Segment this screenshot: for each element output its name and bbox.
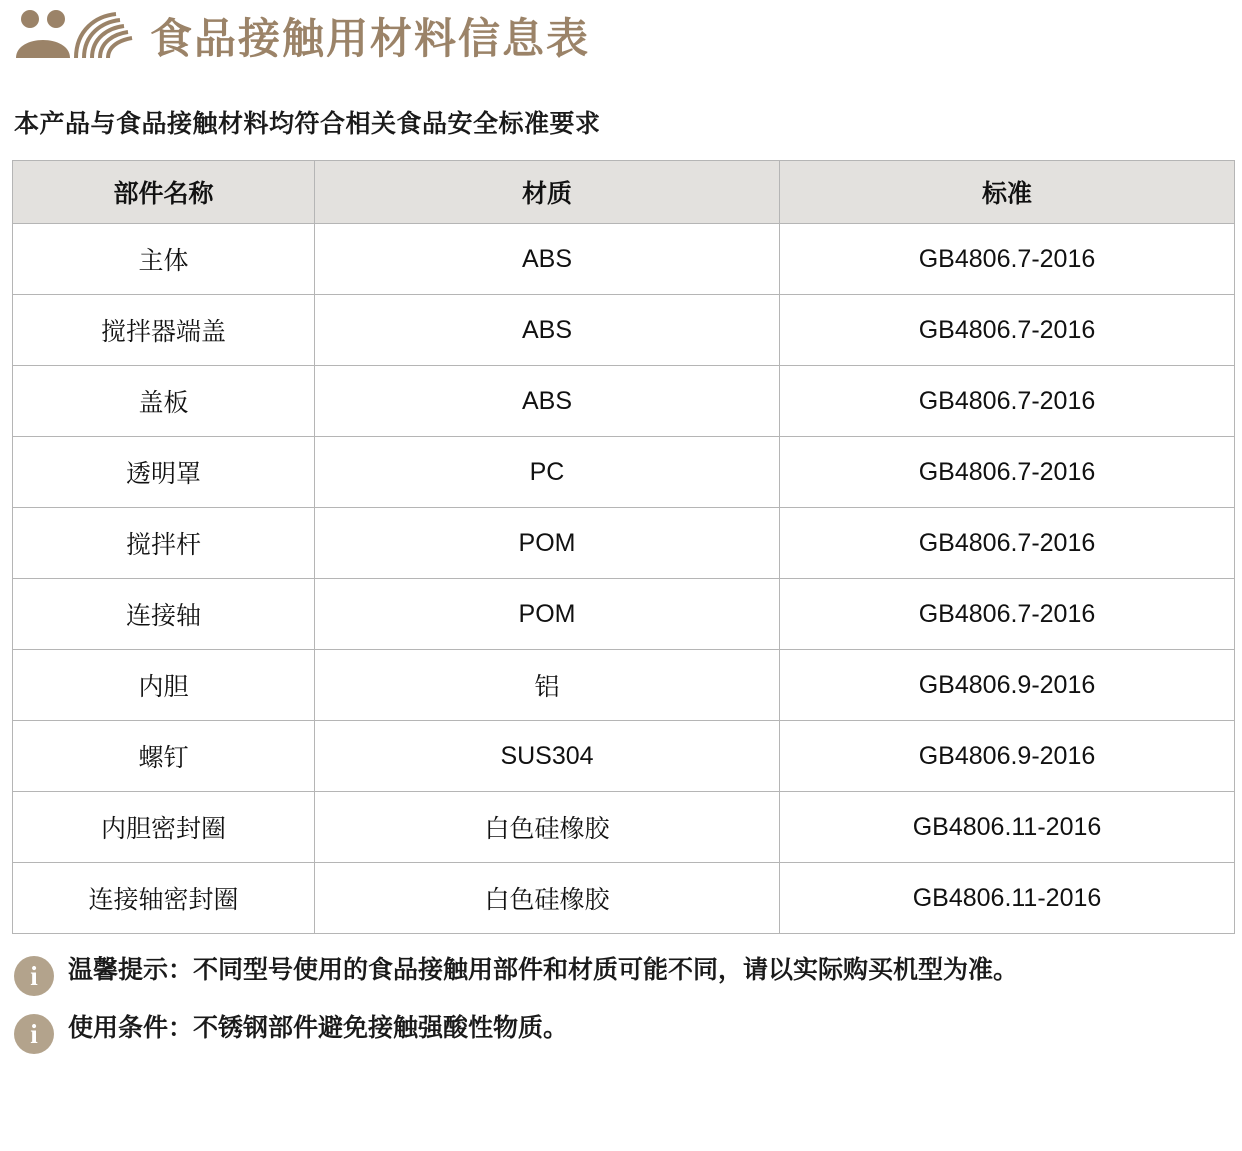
table-row <box>13 366 1235 437</box>
note-item <box>14 952 1232 996</box>
cell-material: POM <box>315 508 780 579</box>
cell-material: POM <box>315 579 780 650</box>
table-header-row <box>13 161 1235 224</box>
cell-material: ABS <box>315 224 780 295</box>
cell-material: ABS <box>315 295 780 366</box>
cell-standard: GB4806.11-2016 <box>780 863 1235 934</box>
table-row <box>13 863 1235 934</box>
table-row <box>13 792 1235 863</box>
cell-standard: GB4806.9-2016 <box>780 650 1235 721</box>
cell-standard: GB4806.7-2016 <box>780 366 1235 437</box>
cell-standard: GB4806.7-2016 <box>780 224 1235 295</box>
cell-part: 连接轴 <box>13 579 315 650</box>
info-icon: i <box>14 956 54 996</box>
cell-standard: GB4806.7-2016 <box>780 295 1235 366</box>
bear-wave-logo-icon <box>12 6 142 72</box>
cell-material: SUS304 <box>315 721 780 792</box>
note-text: 温馨提示：不同型号使用的食品接触用部件和材质可能不同，请以实际购买机型为准。 <box>68 956 1019 984</box>
cell-part: 螺钉 <box>13 721 315 792</box>
cell-part: 盖板 <box>13 366 315 437</box>
info-icon: i <box>14 1014 54 1054</box>
cell-material: PC <box>315 437 780 508</box>
column-header-standard: 标准 <box>780 161 1235 224</box>
table-row <box>13 437 1235 508</box>
subtitle-text: 本产品与食品接触材料均符合相关食品安全标准要求 <box>14 110 601 138</box>
cell-part: 连接轴密封圈 <box>13 863 315 934</box>
cell-part: 内胆 <box>13 650 315 721</box>
table-row <box>13 508 1235 579</box>
note-item <box>14 1010 1232 1054</box>
table-row <box>13 295 1235 366</box>
cell-standard: GB4806.7-2016 <box>780 437 1235 508</box>
cell-part: 搅拌器端盖 <box>13 295 315 366</box>
table-row <box>13 579 1235 650</box>
cell-standard: GB4806.9-2016 <box>780 721 1235 792</box>
cell-standard: GB4806.11-2016 <box>780 792 1235 863</box>
cell-standard: GB4806.7-2016 <box>780 508 1235 579</box>
table-row <box>13 224 1235 295</box>
cell-part: 搅拌杆 <box>13 508 315 579</box>
page-title: 食品接触用材料信息表 <box>150 15 591 62</box>
cell-material: 白色硅橡胶 <box>315 792 780 863</box>
material-table <box>12 160 1235 934</box>
table-row <box>13 650 1235 721</box>
note-text: 使用条件：不锈钢部件避免接触强酸性物质。 <box>68 1014 569 1042</box>
table-row <box>13 721 1235 792</box>
notes-section <box>14 952 1232 1054</box>
cell-material: ABS <box>315 366 780 437</box>
cell-part: 内胆密封圈 <box>13 792 315 863</box>
cell-part: 透明罩 <box>13 437 315 508</box>
cell-material: 白色硅橡胶 <box>315 863 780 934</box>
column-header-part: 部件名称 <box>13 161 315 224</box>
cell-part: 主体 <box>13 224 315 295</box>
cell-material: 铝 <box>315 650 780 721</box>
page-header <box>10 0 1232 78</box>
column-header-material: 材质 <box>315 161 780 224</box>
cell-standard: GB4806.7-2016 <box>780 579 1235 650</box>
